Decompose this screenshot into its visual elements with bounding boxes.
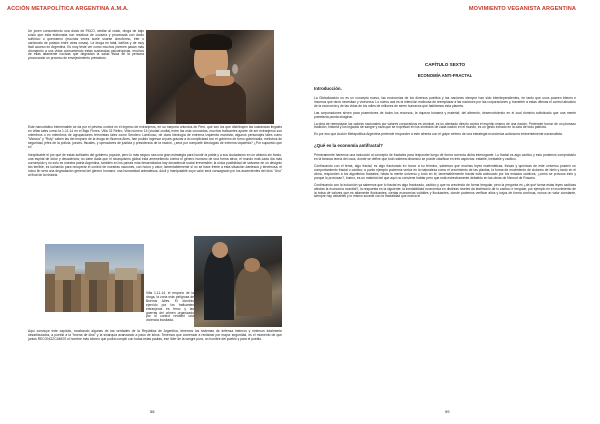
paragraph: Es por eso que Acción Metapolítica Argentina pretende responder a este afrenta con el golpe certero de una estrategia económica autónoma eminentemente nacionalista. (314, 132, 563, 137)
paragraph: Las corporaciones sirven para poseedores de todos los recursos, la riqueza humana y material, del alimento, desenvolviendo en el cual dominio sofisticado que una mente putrefacta pueda imaginar. (314, 110, 576, 119)
right-running-head: MOVIMIENTO VEGANISTA ARGENTINA (468, 6, 576, 12)
paragraph: Inexplicable el por qué de estas actitudes del gobierno popular, pero lo más seguro sea una gran estrategia para hundir la patria y a sus ciudadanos en un abismo sin fondo, una espiral de dolor y decadencia; no cabe duda que el sinarquismo global está arremetiendo contra el género humano de una forma atroz, el mundo está cada día más corrompido y no solo es nuestra patria Argentina, también en los países más desarrollados hay decadencia social irreversible; la única posibilidad de salvarse de un designio tan terrible, es luchando para recuperar el control de nuestras naciones, con honor y valor; lamentablemente si no se hace frente a esta situación dantesca y tenebrosa, el único fin será una degradación general del género humano: una humanidad animalesca, dócil y manipulable cuyo valor será consagrado por los ascendentes del dios "Uno" al final de la historia. (28, 153, 282, 177)
paragraph: Villa 1-11-14, el emporio de la droga, la zona más peligrosa de Buenos Aires. El dominio ejercido por los traficantes extranjeros es feroz y las guerras del crimen organizado por el control revisten una violencia inusitada. (146, 291, 194, 323)
paragraph: Un joven consumiendo una dosis de PACO, similar al crack, droga de bajo costo que está elaborada con residuos de cocaína y procesada con ácido sulfúrico o queroseno (muchas veces suele usarse cloroformo, éter o carbonato de potasio entre otras cosas). La droga es fatal, dañina y de muy fácil acceso en Argentina. Es muy triste ver como muchos jóvenes pasan más drómatorio a sus vidas consumiendo estas sustancias psicotrópicas, muchos de ellas altamente nocivas que degradan la salud física de la persona provocando un proceso de envejecimiento prematuro. (28, 29, 144, 61)
right-page-number: 59 (445, 409, 450, 414)
paragraph: La Globalización no es un concepto nuevo, las economías de los diversos pueblos y las naciones siempre han sido interdependientes, en tanto que unos poseen bienes e insumos que otros necesitan y viceversa. Lo nuevo acá es la intención malicosa de reemplazar a las naciones por las corporaciones y, transferir a estas últimas el control absoluto de la economía y de las vidas de los miles de millones de seres humanos que habitamos esta planeta. (314, 96, 576, 108)
intro-heading: Introducción. (314, 86, 342, 91)
chapter-title: ECONOMÍA ANTI-FRACTAL (417, 73, 473, 78)
chapter-label: CAPÍTULO SEXTO (424, 62, 466, 67)
left-col-caption (28, 30, 144, 64)
left-col-caption-2 (146, 292, 194, 326)
paragraph: Continuando con el tema, algo fractal, es algo fracturado en honor a su término, sabemos que muchas leyes matemáticas, físicas y químicas de este universo poseen un comportamiento fractal o caótico; a punto ejemplo podemos verlos en la naturaleza como el crecimiento de las plantas, la forma de movimiento de ciclones de hielo y tanto en el clima, responden a los algoritmos fractales; hasta la mente universo y todo en él, lamentablemente fractal está adecuado por los estados caóticos, ¿cómo se provoca esto y porque lo provocan?, bueno, es un material del que aquí no conviene hablar pero que está estrechamente debatido en las obras de Nimrod de Rosario. (314, 164, 576, 180)
left-running-head: ACCIÓN METAPOLÍTICA ARGENTINA A.M.A. (7, 6, 129, 12)
left-body-bottom (28, 330, 282, 345)
right-body (314, 60, 576, 202)
paragraph: Este narcotráfico interminable se da por el pésimo control en el ingreso de extranjeros, en su mayoría oriundos de Perú, que son los que distribuyen las sustancias ilegales en villas tales como la 1-11-14 en el Bajo Flores, Villa 31 Retiro, Villa número 15 (ciudad oculta) entre las más conocidas, muchos traficantes aparte de ser extranjeros son miembros o ex miembros de agrupaciones terroristas tales como Sendero Luminoso, de clara ideología de extrema izquierda marxista; algunos personajes tales como "Marcos" y "Ruty" caben las del emporio de la droga en Buenos Aires, han podido ingresar al país gracias a la complicidad con el gobierno de turno gobernador, ministros de seguridad, jefes de la policía, jueces, fiscales, y operadores de justicia y presidencia de la nación, ¿será por compartir ideologías de extrema izquierda? ¿Por supuesto que sí! (28, 125, 282, 149)
photo-youth-smoking (146, 30, 274, 124)
paragraph: Aquí concluye este capítulo, mostrando algunas de las verdades de la República de Argentina, tenemos los sistemas de defensa internos y externos totalmente desarticulados, a pueblo a la "buena de dios" y la sinarquía avanzando a paso de lobos. Tenemos que comenzar a reclamar por mayor seguridad, es el momento de que juntos RECONOZCAMOS el hombre más idóneo que podrá cumplir con todas estas pautas, ese líder de la sangre pura, un hombre del pueblo y para el pueblo. (28, 329, 282, 341)
paragraph: Primeramente haremos una inducción al concepto de fractales para responder luego de forma correcta dicha interrogante. Lo fractal es algo caótico y esto podemos comprobarlo en la famosa teoría del caos, donde se define que todo sistema dinámico se puede clasificar en tres aspectos: estable, inestable y caótico. (314, 153, 576, 162)
left-page-number: 58 (150, 409, 155, 414)
question-heading: ¿Qué es la economía antifractal? (314, 143, 383, 149)
paragraph: La idea de reemplazar los valores nacionales por valores corporativos es criminal, es un atentado directo contra el espíritu mismo de una nación. Pretender borrar de un plumazo tradición, historia y los legados de sangre y raza que se expresan en los símbolos de cada nación en el mundo, es un gesto echado en la cara de todo patriota. (314, 121, 576, 130)
photo-villa-slum (45, 244, 144, 312)
paragraph: Continuando con la inducción ya sabemos que lo fractal es algo fracturado, caótico y que va creciendo de forma irregular, pero la pregunta es ¿de qué forma estas leyes caóticas afectan la economía mundial?, la respuesta es la siguiente: la inestabilidad económica en distintas niveles da testimonio de lo caótico e irregular, por ejemplo en el movimiento de la bolsa de valores que es altamente fluctuantes, ciertas economías volátiles y fluctuantes, donde podemos verificar altos y bajos de forma continua, nunca un valor constante, siempre hay variables y lo mismo sucede con la fractalidad que marca el (314, 182, 576, 199)
right-page (300, 0, 600, 424)
photo-police-arrest (194, 236, 282, 327)
left-body-top (28, 126, 282, 181)
